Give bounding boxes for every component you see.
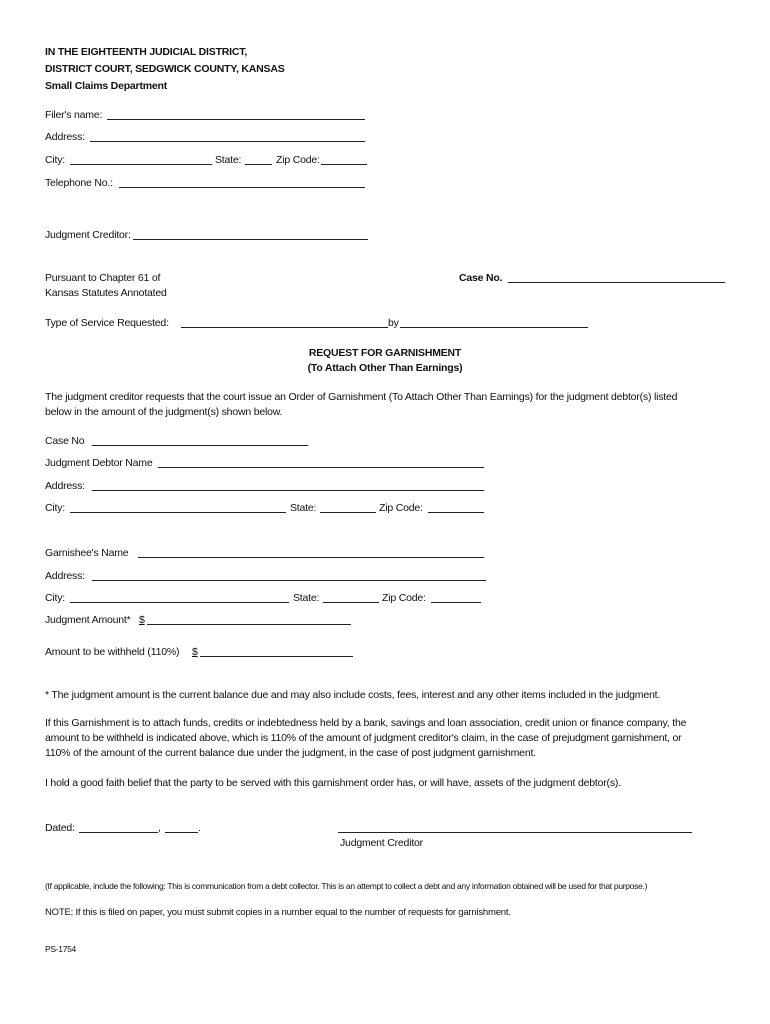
judgment-amount-field[interactable] <box>147 624 351 625</box>
judgment-amount-footnote: * The judgment amount is the current balance due and may also include costs, fees, interest and any other items included in the judgment. <box>45 689 661 701</box>
filer-city-label: City: <box>45 154 66 166</box>
case-no-label: Case No. <box>459 272 503 284</box>
service-by-label: by <box>388 317 399 329</box>
garnishee-city-label: City: <box>45 592 66 604</box>
withheld-amount-label: Amount to be withheld (110%) <box>45 646 180 658</box>
judgment-amount-label: Judgment Amount* <box>45 614 131 626</box>
dated-year-field[interactable] <box>165 832 198 833</box>
filer-name-label: Filer's name: <box>45 109 103 121</box>
dated-comma: , <box>158 822 161 834</box>
judgment-amount-currency: $ <box>139 614 145 626</box>
debtor-city-field[interactable] <box>70 512 286 513</box>
signature-creditor-label: Judgment Creditor <box>340 837 423 849</box>
form-title: REQUEST FOR GARNISHMENT <box>308 347 462 359</box>
paper-filing-note: NOTE: If this is filed on paper, you must submit copies in a number equal to the number of requests for garnishment. <box>45 907 511 918</box>
garnishee-name-field[interactable] <box>138 557 484 558</box>
dated-label: Dated: <box>45 822 75 834</box>
filer-telephone-label: Telephone No.: <box>45 177 113 189</box>
form-id: PS-1754 <box>45 944 76 954</box>
garnishee-zip-field[interactable] <box>431 602 481 603</box>
debtor-city-label: City: <box>45 502 66 514</box>
debtor-case-no-field[interactable] <box>92 445 308 446</box>
dated-month-day-field[interactable] <box>79 832 158 833</box>
filer-city-field[interactable] <box>70 164 212 165</box>
withheld-amount-currency: $ <box>192 646 198 658</box>
debtor-state-field[interactable] <box>320 512 376 513</box>
debtor-address-field[interactable] <box>92 490 484 491</box>
filer-address-label: Address: <box>45 131 85 143</box>
garnishee-address-field[interactable] <box>92 580 486 581</box>
filer-state-field[interactable] <box>245 164 272 165</box>
case-no-field[interactable] <box>508 282 725 283</box>
filer-state-label: State: <box>215 154 242 166</box>
debtor-address-label: Address: <box>45 480 85 492</box>
filer-name-field[interactable] <box>107 119 365 120</box>
dated-period: . <box>198 822 201 834</box>
filer-zip-label: Zip Code: <box>276 154 320 166</box>
debtor-name-field[interactable] <box>158 467 484 468</box>
garnishment-note-line2: amount to be withheld is indicated above, which is 110% of the amount of judgment creditor's claim, in the case of prejudgment garnishment, or <box>45 732 682 744</box>
garnishment-note-line1: If this Garnishment is to attach funds, credits or indebtedness held by a bank, savings and loan association, credit union or finance company, the <box>45 717 687 729</box>
form-subtitle: (To Attach Other Than Earnings) <box>307 362 463 374</box>
court-header-line2: DISTRICT COURT, SEDGWICK COUNTY, KANSAS <box>45 63 285 75</box>
garnishee-state-field[interactable] <box>323 602 379 603</box>
garnishee-address-label: Address: <box>45 570 85 582</box>
garnishee-name-label: Garnishee's Name <box>45 547 129 559</box>
judgment-creditor-label: Judgment Creditor: <box>45 229 131 241</box>
filer-telephone-field[interactable] <box>119 187 365 188</box>
good-faith-statement: I hold a good faith belief that the party to be served with this garnishment order has, or will have, assets of the judgment debtor(s). <box>45 777 621 789</box>
debtor-zip-label: Zip Code: <box>379 502 423 514</box>
service-type-label: Type of Service Requested: <box>45 317 169 329</box>
garnishee-zip-label: Zip Code: <box>382 592 426 604</box>
debtor-case-no-label: Case No <box>45 435 85 447</box>
judgment-creditor-field[interactable] <box>133 239 368 240</box>
debtor-name-label: Judgment Debtor Name <box>45 457 153 469</box>
court-header-line1: IN THE EIGHTEENTH JUDICIAL DISTRICT, <box>45 46 248 58</box>
garnishment-note-line3: 110% of the amount of the current balance due under the judgment, in the case of post judgment garnishment. <box>45 747 536 759</box>
service-by-field[interactable] <box>400 327 588 328</box>
debt-collector-notice: (If applicable, include the following: This is communication from a debt collector. This is an attempt to collect a debt and any information obtained will be used for that purpose.) <box>45 881 648 891</box>
creditor-signature-field[interactable] <box>338 832 692 833</box>
intro-line2: below in the amount of the judgment(s) shown below. <box>45 406 283 418</box>
debtor-zip-field[interactable] <box>428 512 484 513</box>
statute-line1: Pursuant to Chapter 61 of <box>45 272 161 284</box>
filer-address-field[interactable] <box>90 141 365 142</box>
garnishee-city-field[interactable] <box>70 602 289 603</box>
service-type-field[interactable] <box>181 327 388 328</box>
withheld-amount-field[interactable] <box>200 656 353 657</box>
intro-line1: The judgment creditor requests that the court issue an Order of Garnishment (To Attach Other Than Earnings) for the judgment debtor(s) listed <box>45 391 678 403</box>
filer-zip-field[interactable] <box>321 164 367 165</box>
statute-line2: Kansas Statutes Annotated <box>45 287 167 299</box>
court-header-department: Small Claims Department <box>45 80 168 92</box>
debtor-state-label: State: <box>290 502 317 514</box>
garnishee-state-label: State: <box>293 592 320 604</box>
